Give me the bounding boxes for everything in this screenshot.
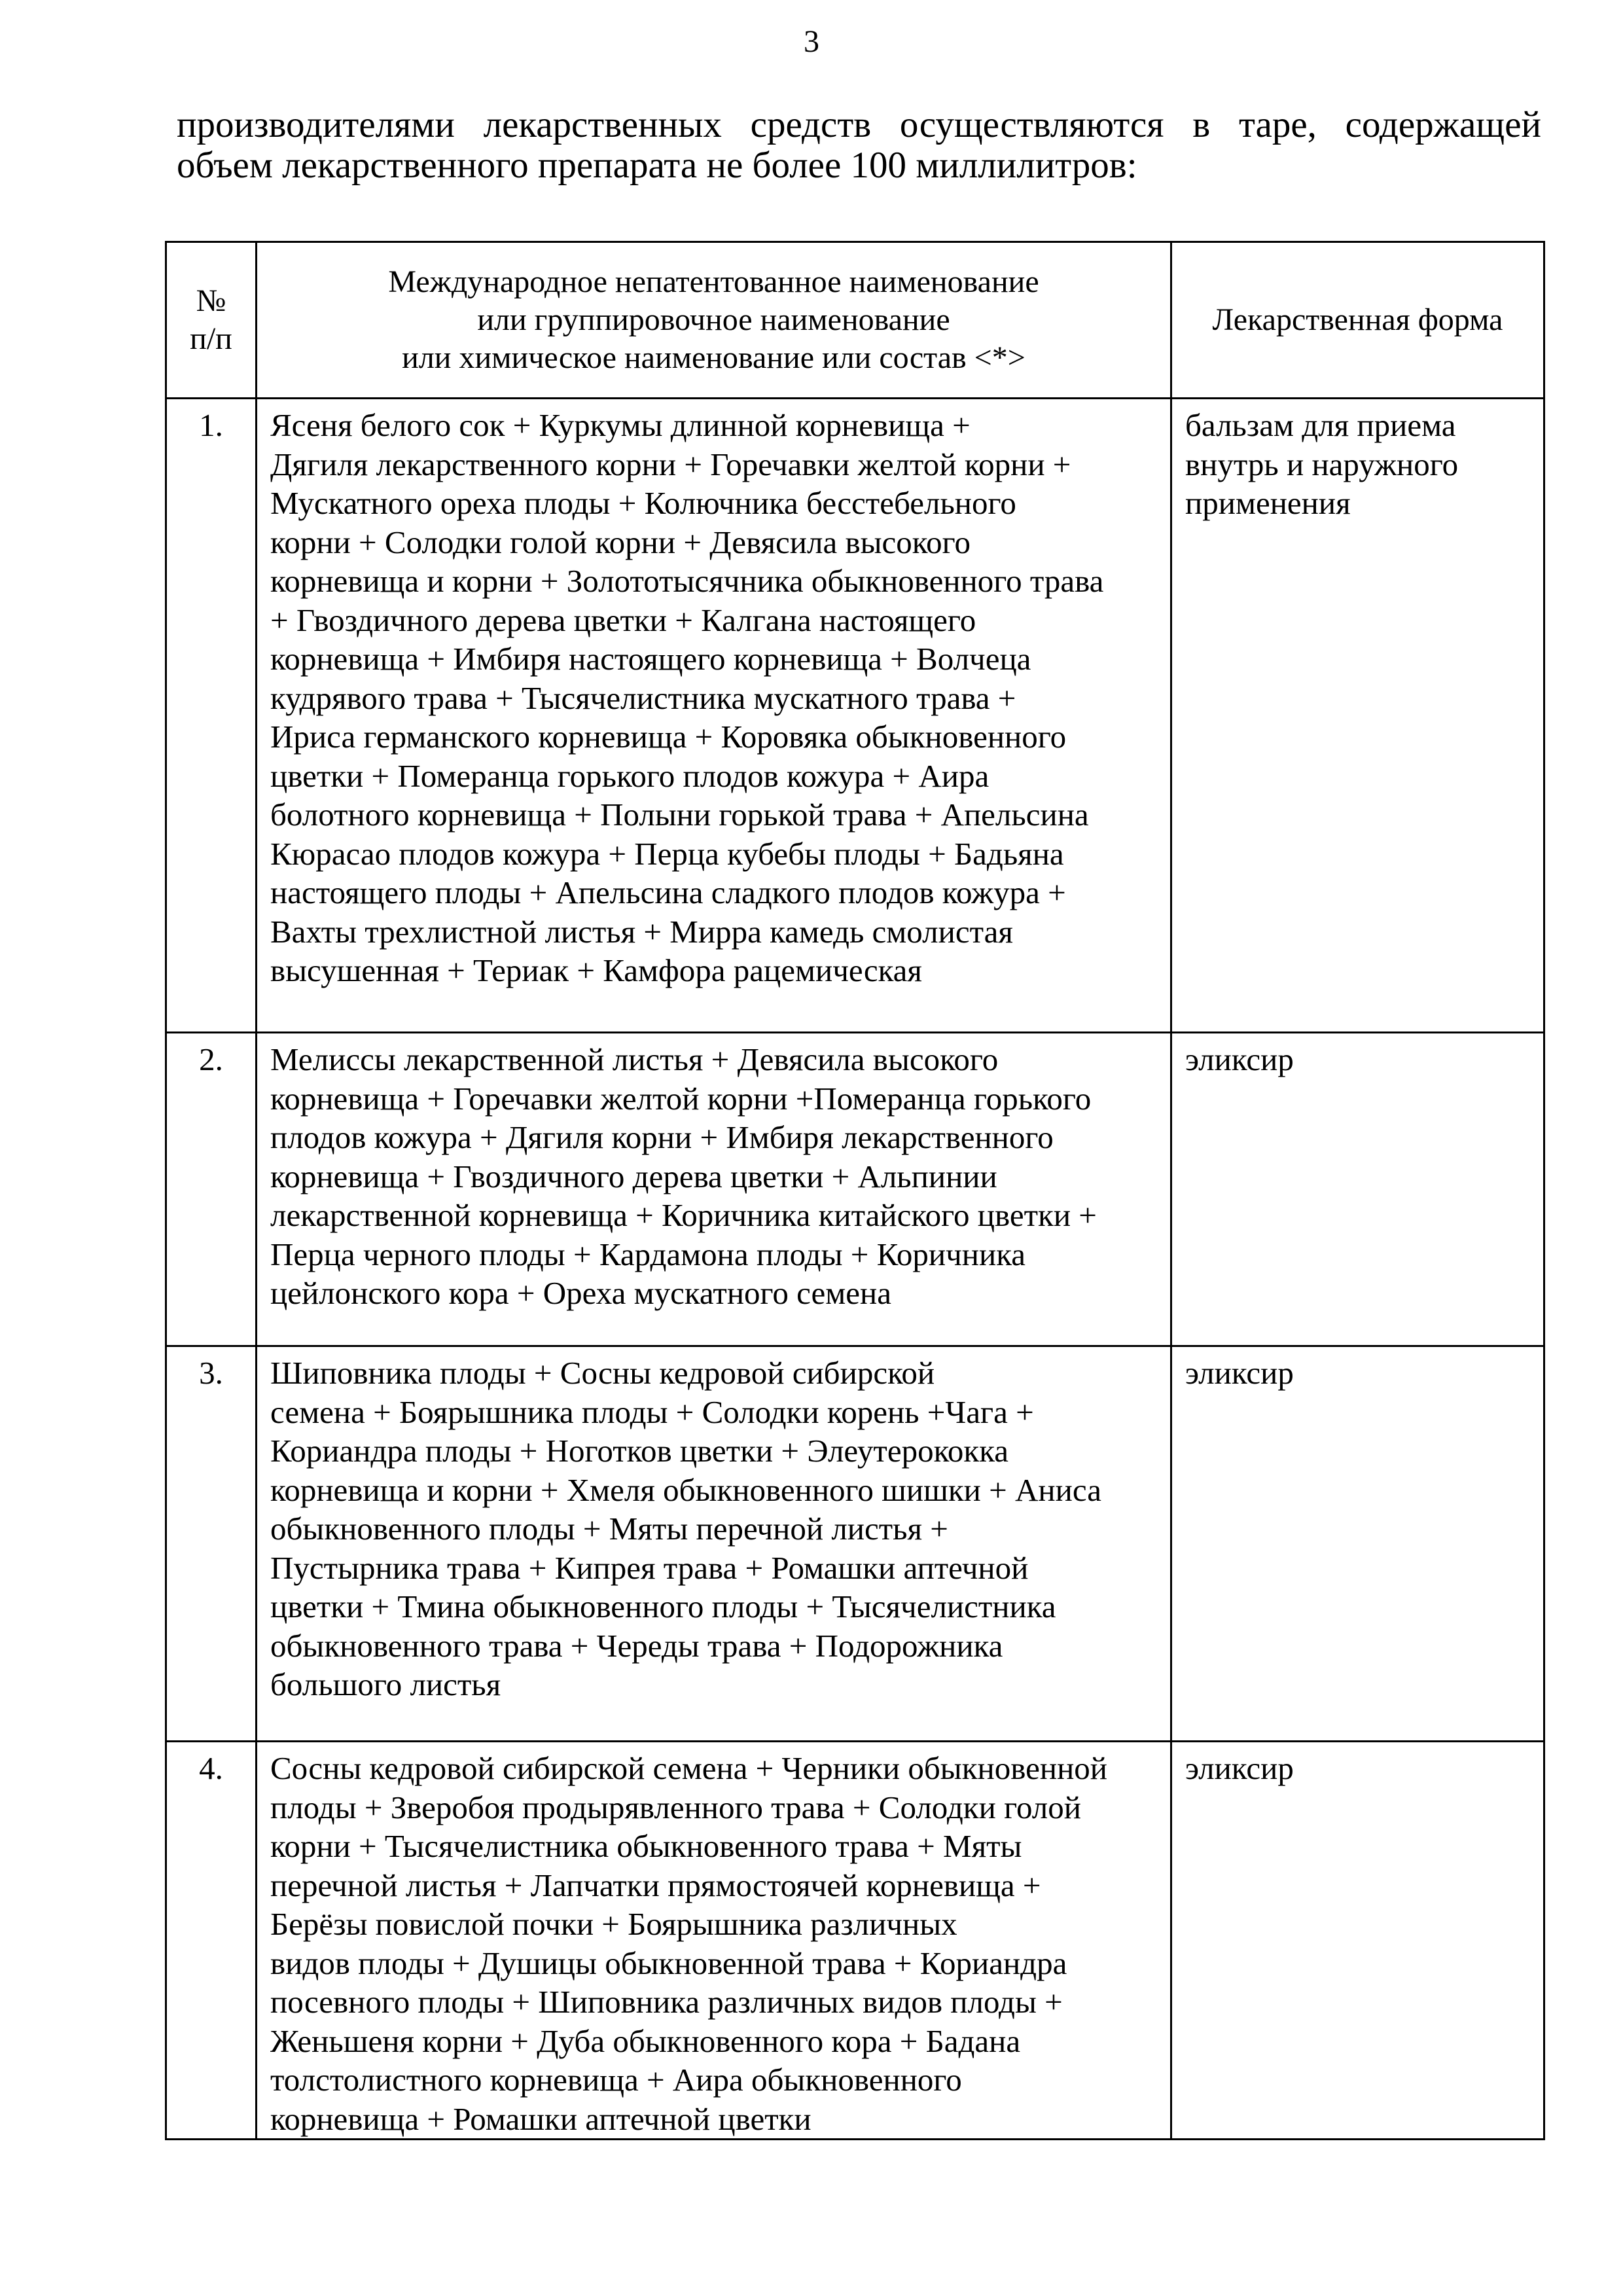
composition-line: Кориандра плоды + Ноготков цветки + Элеутерококка	[270, 1433, 1009, 1469]
composition-line: Берёзы повислой почки + Боярышника различных	[270, 1906, 957, 1942]
composition-line: болотного корневища + Полыни горькой трава + Апельсина	[270, 797, 1089, 833]
composition-line: корни + Солодки голой корни + Девясила высокого	[270, 524, 971, 560]
composition-line: цветки + Тмина обыкновенного плоды + Тысячелистника	[270, 1588, 1056, 1624]
header-form: Лекарственная форма	[1171, 242, 1544, 399]
composition-line: Женьшеня корни + Дуба обыкновенного кора + Бадана	[270, 2022, 1021, 2059]
composition-line: плоды + Зверобоя продырявленного трава + Солодки голой	[270, 1789, 1081, 1825]
row-number: 2.	[166, 1033, 257, 1346]
table-row	[166, 1346, 1544, 1742]
page-number: 3	[804, 24, 819, 59]
row-composition	[257, 1742, 1171, 2140]
row-dosage-form	[1171, 1033, 1544, 1346]
composition-line: кудрявого трава + Тысячелистника мускатного трава +	[270, 679, 1016, 716]
table-row	[166, 399, 1544, 1033]
row-number: 4.	[166, 1742, 257, 2140]
dosage-form-line: эликсир	[1185, 1041, 1294, 1077]
composition-line: Мелиссы лекарственной листья + Девясила высокого	[270, 1041, 999, 1077]
dosage-form-line: эликсир	[1185, 1355, 1294, 1391]
row-dosage-form	[1171, 399, 1544, 1033]
dosage-form-line: применения	[1185, 485, 1351, 521]
composition-line: высушенная + Териак + Камфора рацемическая	[270, 952, 922, 988]
composition-line: Кюрасао плодов кожура + Перца кубебы плоды + Бадьяна	[270, 835, 1064, 872]
composition-line: + Гвоздичного дерева цветки + Калгана настоящего	[270, 601, 976, 638]
composition-line: посевного плоды + Шиповника различных видов плоды +	[270, 1984, 1063, 2020]
composition-line: Ириса германского корневища + Коровяка обыкновенного	[270, 719, 1067, 755]
row-composition	[257, 399, 1171, 1033]
composition-line: обыкновенного трава + Череды трава + Подорожника	[270, 1627, 1003, 1664]
composition-line: цейлонского кора + Ореха мускатного семена	[270, 1275, 891, 1311]
composition-line: Вахты трехлистной листья + Мирра камедь смолистая	[270, 913, 1013, 950]
row-dosage-form	[1171, 1346, 1544, 1742]
composition-line: корни + Тысячелистника обыкновенного трава + Мяты	[270, 1828, 1022, 1864]
header-name	[257, 242, 1171, 399]
composition-line: толстолистного корневища + Аира обыкновенного	[270, 2062, 962, 2098]
row-number: 3.	[166, 1346, 257, 1742]
intro-line-2: объем лекарственного препарата не более 100 миллилитров:	[177, 145, 1137, 186]
composition-line: корневища + Ромашки аптечной цветки	[270, 2100, 812, 2137]
row-composition	[257, 1346, 1171, 1742]
header-number-line: п/п	[190, 321, 232, 356]
composition-line: перечной листья + Лапчатки прямостоячей корневища +	[270, 1867, 1041, 1903]
row-number: 1.	[166, 399, 257, 1033]
row-composition	[257, 1033, 1171, 1346]
header-name-line: или группировочное наименование	[477, 302, 950, 337]
dosage-form-line: бальзам для приема	[1185, 407, 1456, 443]
composition-line: цветки + Померанца горького плодов кожура + Аира	[270, 757, 990, 794]
dosage-form-line: внутрь и наружного	[1185, 446, 1459, 482]
composition-line: Дягиля лекарственного корни + Горечавки желтой корни +	[270, 446, 1071, 482]
medicines-table	[165, 241, 1545, 2140]
composition-line: Пустырника трава + Кипрея трава + Ромашки аптечной	[270, 1549, 1029, 1586]
composition-line: Сосны кедровой сибирской семена + Черники обыкновенной	[270, 1750, 1108, 1786]
composition-line: корневища и корни + Хмеля обыкновенного шишки + Аниса	[270, 1471, 1101, 1508]
table-header-row	[166, 242, 1544, 399]
composition-line: Ясеня белого сок + Куркумы длинной корневища +	[270, 407, 971, 443]
composition-line: большого листья	[270, 1666, 501, 1702]
table-row	[166, 1033, 1544, 1346]
intro-paragraph	[177, 105, 1541, 186]
dosage-form-line: эликсир	[1185, 1750, 1294, 1786]
composition-line: корневища + Гвоздичного дерева цветки + Альпинии	[270, 1158, 997, 1194]
composition-line: плодов кожура + Дягиля корни + Имбиря лекарственного	[270, 1119, 1054, 1155]
row-dosage-form	[1171, 1742, 1544, 2140]
composition-line: корневища + Горечавки желтой корни +Померанца горького	[270, 1080, 1092, 1117]
composition-line: Перца черного плоды + Кардамона плоды + Коричника	[270, 1236, 1026, 1272]
composition-line: обыкновенного плоды + Мяты перечной листья +	[270, 1511, 948, 1547]
composition-line: лекарственной корневища + Коричника китайского цветки +	[270, 1197, 1097, 1233]
composition-line: семена + Боярышника плоды + Солодки корень +Чага +	[270, 1393, 1034, 1430]
composition-line: Шиповника плоды + Сосны кедровой сибирской	[270, 1355, 935, 1391]
composition-line: настоящего плоды + Апельсина сладкого плодов кожура +	[270, 874, 1066, 910]
composition-line: видов плоды + Душицы обыкновенной трава + Кориандра	[270, 1945, 1067, 1981]
composition-line: корневища + Имбиря настоящего корневища + Волчеца	[270, 641, 1031, 677]
table-row	[166, 1742, 1544, 2140]
header-name-line: Международное непатентованное наименование	[388, 264, 1039, 299]
intro-line-1: производителями лекарственных средств осуществляются в таре, содержащей	[177, 104, 1541, 145]
composition-line: Мускатного ореха плоды + Колючника бесстебельного	[270, 485, 1016, 521]
header-name-line: или химическое наименование или состав <*>	[402, 340, 1026, 375]
composition-line: корневища и корни + Золототысячника обыкновенного трава	[270, 563, 1104, 599]
header-number	[166, 242, 257, 399]
header-number-line: №	[196, 283, 226, 318]
